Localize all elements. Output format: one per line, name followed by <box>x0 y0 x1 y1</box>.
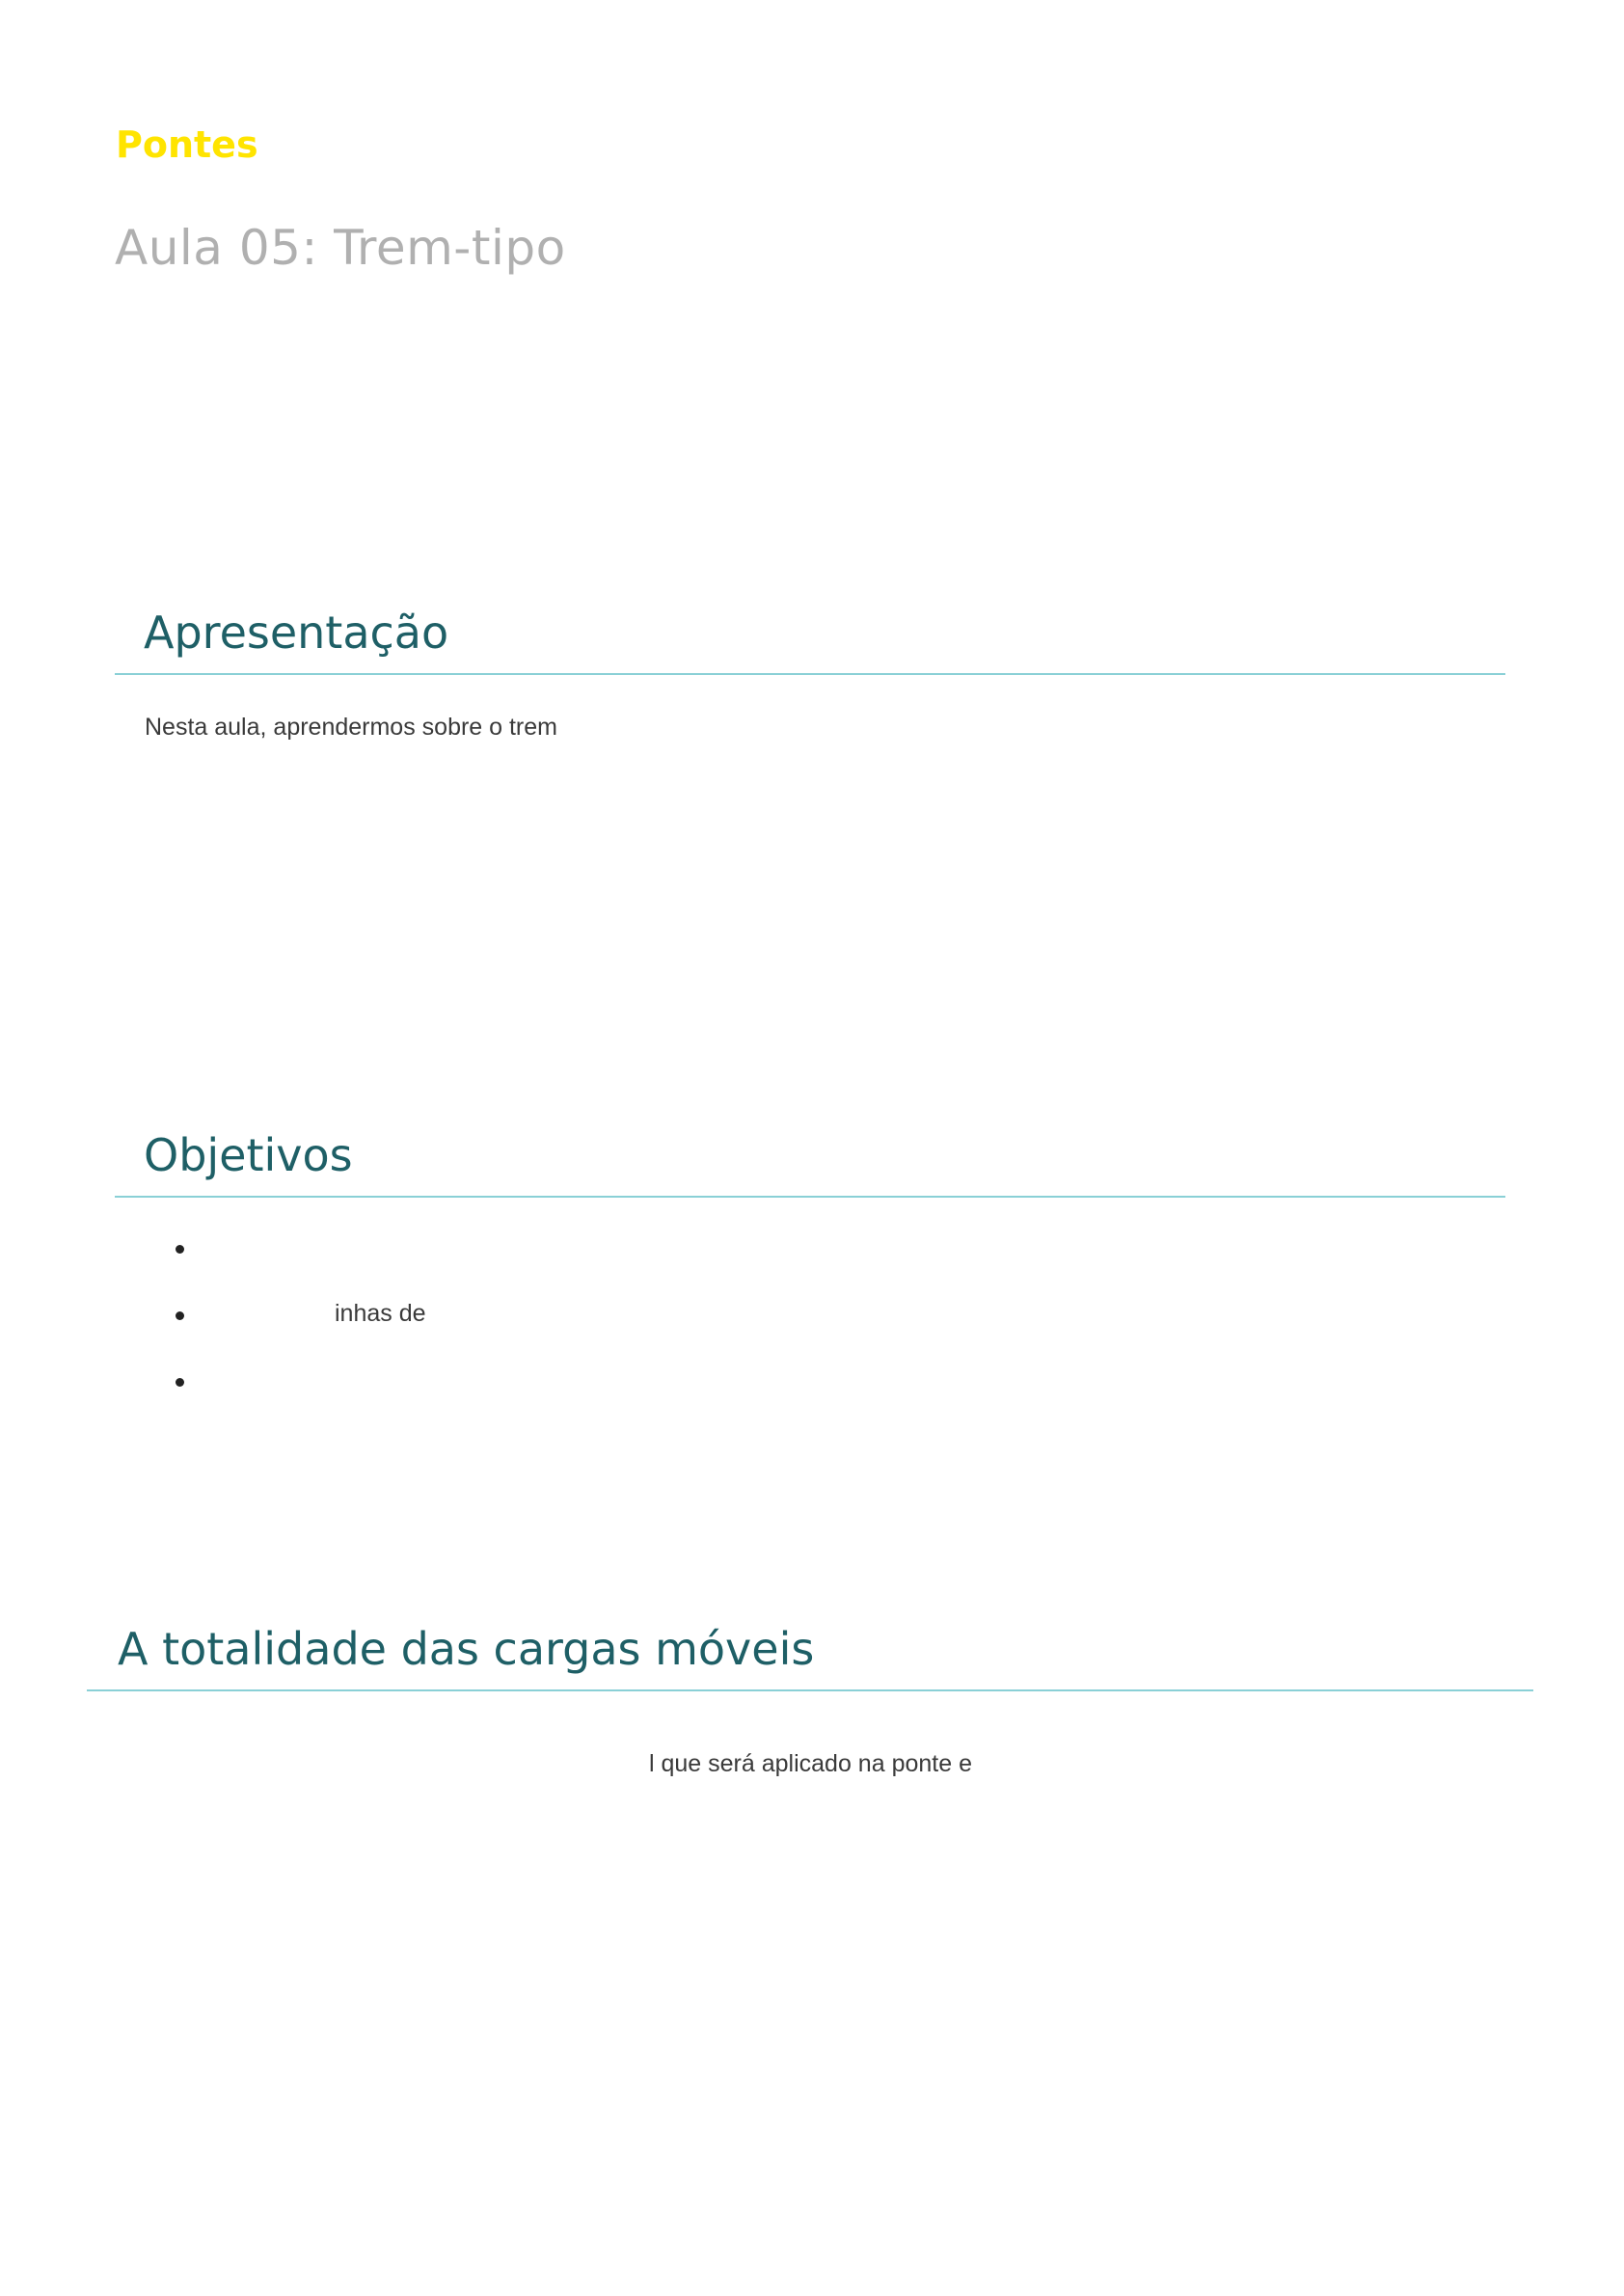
section-heading-totalidade: A totalidade das cargas móveis <box>118 1623 815 1675</box>
bullet-icon <box>176 1311 184 1320</box>
bullet-icon <box>176 1378 184 1387</box>
section-apresentacao <box>115 596 1505 675</box>
list-item-text: inhas de <box>335 1300 426 1327</box>
section-objetivos <box>115 1119 1505 1198</box>
section-heading-objetivos: Objetivos <box>144 1129 353 1181</box>
section-heading-apresentacao: Apresentação <box>144 607 449 659</box>
totalidade-paragraph: l que será aplicado na ponte e <box>649 1750 972 1777</box>
apresentacao-paragraph: Nesta aula, aprendermos sobre o trem <box>145 714 557 741</box>
bullet-icon <box>176 1245 184 1254</box>
course-title: Pontes <box>116 123 258 166</box>
section-totalidade <box>87 1610 1533 1691</box>
lesson-title: Aula 05: Trem-tipo <box>115 220 566 276</box>
